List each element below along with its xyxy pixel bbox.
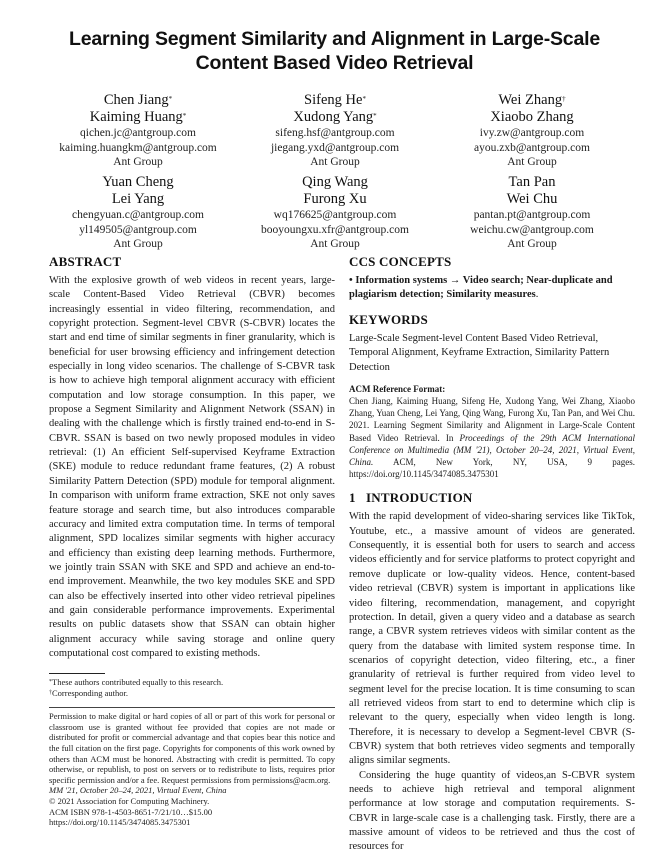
reference-format-heading: ACM Reference Format:	[349, 384, 446, 395]
author-email[interactable]: kaiming.huangkm@antgroup.com	[59, 141, 217, 154]
author-email[interactable]: ayou.zxb@antgroup.com	[474, 141, 590, 154]
author-block	[434, 174, 630, 252]
author-email[interactable]: wq176625@antgroup.com	[273, 209, 397, 221]
author-block	[434, 92, 630, 170]
reference-authors-title: Chen Jiang, Kaiming Huang, Sifeng He, Xudong Yang, Wei Zhang, Xiaobo Zhang, Yuan Cheng, Lei Yang, Qing Wang, Furong Xu, Tan Pan, and Wei Chu. 2021. Learning Segment Similarity and Alignment in Large-Scale Content Based Video Retrieval. In	[349, 396, 635, 443]
paper-title	[0, 27, 669, 75]
author-email[interactable]: weichu.cw@antgroup.com	[470, 223, 594, 236]
author-email[interactable]: chengyuan.c@antgroup.com	[72, 209, 204, 221]
author-name: Xudong Yang	[293, 109, 374, 125]
author-affiliation: Ant Group	[507, 156, 557, 168]
footnote-corresponding-author	[49, 688, 335, 699]
ccs-concept: Information systems	[355, 275, 448, 286]
author-name: Qing Wang	[302, 174, 368, 190]
introduction-paragraph-1: With the rapid development of video-sharing services like TikTok, Youtube, etc., a massive amount of videos are generated. Consequently, it is essential both for users to search and access videos efficiently and for service platforms to protect copyright and remove duplicate or low-quality videos. Hence, content-based video retrieval (CBVR) system is important in applications like video filtering, recommendation, management, and copyright protection. In detail, given a query video and a database as search range, a CBVR system retrieves videos with similar content as the query from the database with limited system response time. In scenarios of copyright detection, video filtering, etc., a finer granularity of retrieval is further required from video level to segment level for the precise location. It is time consuming to scan all retrieved videos from start to end to determine which clip is relevant to the query, especially when video length is long. Therefore, it is necessary to develop a Segment-level CBVR (S-CBVR) system that both retrieves video segments and temporally aligns similar segments.	[349, 511, 635, 767]
author-name: Wei Zhang	[498, 92, 563, 108]
right-column	[349, 254, 635, 855]
author-block	[237, 174, 433, 252]
author-name: Sifeng He	[304, 92, 363, 108]
author-affiliation: Ant Group	[113, 238, 163, 250]
left-column	[49, 254, 335, 828]
footnote-mark: *	[49, 679, 52, 686]
author-affiliation: Ant Group	[507, 238, 557, 250]
author-email[interactable]: booyoungxu.xfr@antgroup.com	[261, 223, 409, 236]
reference-format-text	[349, 395, 635, 480]
reference-tail: ACM, New York, NY, USA, 9 pages. https://doi.org/10.1145/3474085.3475301	[349, 457, 635, 480]
keywords-text: Large-Scale Segment-level Content Based Video Retrieval, Temporal Alignment, Keyframe Extraction, Similarity Pattern Detection	[349, 333, 610, 373]
copyright-line: © 2021 Association for Computing Machinery.	[49, 796, 210, 807]
author-affiliation: Ant Group	[310, 238, 360, 250]
footnote-text: Corresponding author.	[52, 688, 129, 699]
author-row-2	[40, 174, 630, 252]
author-name: Yuan Cheng	[102, 174, 174, 190]
equal-contribution-mark: *	[168, 95, 173, 103]
ccs-terms: Video search; Near-duplicate and plagiarism detection; Similarity measures	[349, 275, 613, 300]
equal-contribution-mark: *	[182, 112, 187, 120]
author-email[interactable]: pantan.pt@antgroup.com	[473, 209, 591, 221]
title-line-2: Content Based Video Retrieval	[195, 52, 474, 74]
footnote-divider	[49, 673, 105, 674]
author-email[interactable]: ivy.zw@antgroup.com	[479, 127, 585, 139]
author-block	[40, 92, 236, 170]
equal-contribution-mark: *	[373, 112, 377, 120]
author-email[interactable]: jiegang.yxd@antgroup.com	[270, 141, 400, 154]
doi-link[interactable]: https://doi.org/10.1145/3474085.3475301	[49, 817, 191, 828]
author-name: Wei Chu	[506, 191, 558, 207]
reference-proceedings: Proceedings of the 29th ACM International Conference on Multimedia (MM '21), October 20–24, 2021, Virtual Event, China.	[349, 432, 635, 468]
permission-divider	[49, 707, 335, 708]
corresponding-author-mark: †	[562, 95, 566, 103]
author-name: Tan Pan	[508, 174, 556, 190]
introduction-paragraph-2: Considering the huge quantity of videos,an S-CBVR system needs to achieve high retrieval and temporal alignment performance at low storage and computation requirements. S-CBVR in large-scale case is a challenging task. Firstly, there are a massive amount of videos to be retrieved and thus the cost of resources for	[349, 769, 635, 853]
author-name: Lei Yang	[111, 191, 165, 207]
introduction-heading: 1 INTRODUCTION	[349, 490, 473, 506]
author-affiliation: Ant Group	[310, 156, 360, 168]
isbn-line: ACM ISBN 978-1-4503-8651-7/21/10…$15.00	[49, 806, 213, 817]
author-block	[40, 174, 236, 252]
venue-text: MM '21, October 20–24, 2021, Virtual Event, China	[49, 785, 227, 796]
author-email[interactable]: qichen.jc@antgroup.com	[80, 127, 196, 139]
venue-line	[49, 785, 335, 796]
author-block	[237, 92, 433, 170]
author-name: Furong Xu	[303, 191, 367, 207]
arrow-right-icon: →	[449, 275, 461, 286]
author-email[interactable]: yl149505@antgroup.com	[79, 223, 197, 236]
ccs-concepts-text	[349, 274, 635, 302]
title-line-1: Learning Segment Similarity and Alignment in Large-Scale	[69, 28, 600, 50]
ccs-period: .	[535, 289, 539, 300]
bullet-icon: •	[349, 275, 353, 286]
author-name: Xiaobo Zhang	[490, 109, 574, 125]
author-row-1	[40, 92, 630, 170]
footnote-equal-contribution	[49, 677, 335, 688]
footnote-mark: †	[49, 690, 52, 697]
ccs-heading: CCS CONCEPTS	[349, 254, 452, 269]
keywords-heading: KEYWORDS	[349, 312, 428, 327]
abstract-text: With the explosive growth of web videos in recent years, large-scale Content-Based Video Retrieval (CBVR) becomes increasingly essential in video filtering, recommendation, and copyright protection. Segment-level CBVR (S-CBVR) locates the start and end time of similar segments in finer granularity, which is beneficial for user browsing efficiency and infringement detection especially in long video scenarios. The challenge of S-CBVR task is how to achieve high temporal alignment accuracy with efficient computation and low storage consumption. In this paper, we propose a Segment Similarity and Alignment Network (SSAN) in dealing with the challenge which is firstly trained end-to-end in S-CBVR. SSAN is based on two newly proposed modules in video retrieval: (1) An efficient Self-supervised Keyframe Extraction (SKE) module to reduce redundant frame features, (2) A robust Similarity Pattern Detection (SPD) module for temporal alignment. In comparison with uniform frame extraction, SKE not only saves feature storage and search time, but also introduces comparable accuracy and limited extra computation time. In terms of temporal alignment, SPD localizes similar segments with higher accuracy and efficiency than existing deep learning methods. Furthermore, we jointly train SSAN with SKE and SPD and achieve an end-to-end improvement. Meanwhile, the two key modules SKE and SPD can also be effectively inserted into other video retrieval pipelines and gain considerable performance improvements. Experimental results on public datasets show that SSAN can obtain higher alignment accuracy while saving storage and online query computational cost compared to existing methods.	[49, 275, 335, 659]
permission-notice: Permission to make digital or hard copies of all or part of this work for personal or classroom use is granted without fee provided that copies are not made or distributed for profit or commercial advantage and that copies bear this notice and the full citation on the first page. Copyrights for components of this work owned by others than ACM must be honored. Abstracting with credit is permitted. To copy otherwise, or republish, to post on servers or to redistribute to lists, requires prior specific permission and/or a fee. Request permissions from permissions@acm.org.	[49, 711, 335, 785]
equal-contribution-mark: *	[362, 95, 366, 103]
abstract-heading: ABSTRACT	[49, 254, 122, 269]
author-affiliation: Ant Group	[113, 156, 163, 168]
author-name: Chen Jiang	[103, 92, 169, 108]
author-name: Kaiming Huang	[89, 109, 183, 125]
footnote-text: These authors contributed equally to this research.	[52, 677, 224, 688]
author-email[interactable]: sifeng.hsf@antgroup.com	[275, 127, 395, 139]
